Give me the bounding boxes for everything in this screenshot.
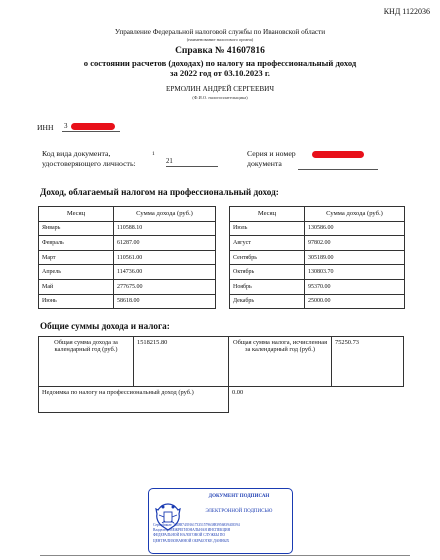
taxpayer-name-caption: (Ф.И.О. налогоплательщика) <box>192 95 248 100</box>
month-cell: Октябрь <box>230 265 305 280</box>
monthly-income-table-right <box>229 206 405 309</box>
total-income-value: 1518215.80 <box>134 337 229 387</box>
amount-cell: 61287.00 <box>114 236 216 251</box>
subtitle-line-2: за 2022 год от 03.10.2023 г. <box>170 68 270 78</box>
month-cell: Ноябрь <box>230 279 305 294</box>
document-type-code: 21 <box>166 158 218 167</box>
amount-cell: 95370.00 <box>305 279 405 294</box>
amount-cell: 277675.00 <box>114 279 216 294</box>
table-row <box>39 250 216 265</box>
table-row <box>39 265 216 280</box>
document-type-label: Код вида документа, удостоверяющего личность: <box>42 149 136 168</box>
stamp-details <box>153 523 291 544</box>
stamp-line-signed: ДОКУМЕНТ ПОДПИСАН <box>208 494 270 499</box>
inn-label: ИНН <box>37 123 54 132</box>
arrears-value: 0.00 <box>232 389 244 396</box>
table-row <box>39 236 216 251</box>
amount-cell: 114736.00 <box>114 265 216 280</box>
month-cell: Июнь <box>39 294 114 309</box>
page-bottom-rule <box>40 555 410 556</box>
stamp-owner-line-1: Владелец: МЕЖРЕГИОНАЛЬНАЯ ИНСПЕКЦИЯ <box>153 528 231 533</box>
month-cell: Январь <box>39 221 114 236</box>
inn-redaction <box>71 123 115 130</box>
month-cell: Май <box>39 279 114 294</box>
totals-section-title: Общие суммы дохода и налога: <box>40 321 170 331</box>
month-cell: Февраль <box>39 236 114 251</box>
table-row <box>39 279 216 294</box>
amount-cell: 130586.00 <box>305 221 405 236</box>
taxpayer-name: ЕРМОЛИН АНДРЕЙ СЕРГЕЕВИЧ <box>165 85 275 93</box>
table-row <box>39 294 216 309</box>
document-footnote-mark: 1 <box>152 151 155 157</box>
tax-authority-name: Управление Федеральной налоговой службы по Ивановской области <box>114 28 326 36</box>
column-header-month: Месяц <box>39 207 114 222</box>
month-cell: Июль <box>230 221 305 236</box>
stamp-owner-line-2: ФЕДЕРАЛЬНОЙ НАЛОГОВОЙ СЛУЖБЫ ПО <box>153 533 226 538</box>
income-section-title: Доход, облагаемый налогом на профессиональный доход: <box>40 187 279 197</box>
month-cell: Март <box>39 250 114 265</box>
document-series-redaction <box>312 151 364 158</box>
table-row <box>39 221 216 236</box>
column-header-month: Месяц <box>230 207 305 222</box>
month-cell: Август <box>230 236 305 251</box>
subtitle-line-1: о состоянии расчетов (доходах) по налогу на профессиональный доход <box>83 58 357 68</box>
certificate-subtitle <box>40 58 400 78</box>
amount-cell: 58618.00 <box>114 294 216 309</box>
month-cell: Декабрь <box>230 294 305 309</box>
column-header-amount: Сумма дохода (руб.) <box>114 207 216 222</box>
column-header-amount: Сумма дохода (руб.) <box>305 207 405 222</box>
table-row <box>230 294 405 309</box>
table-row <box>230 250 405 265</box>
amount-cell: 110561.00 <box>114 250 216 265</box>
amount-cell: 305189.00 <box>305 250 405 265</box>
amount-cell: 97802.00 <box>305 236 405 251</box>
month-cell: Апрель <box>39 265 114 280</box>
table-row <box>230 265 405 280</box>
inn-field <box>62 122 120 132</box>
form-code: КНД 1122036 <box>383 7 430 16</box>
document-series-label: Серия и номер документа <box>247 149 296 168</box>
inn-value: 3 <box>64 122 68 130</box>
electronic-signature-stamp <box>148 488 293 554</box>
stamp-line-signature: ЭЛЕКТРОННОЙ ПОДПИСЬЮ <box>205 509 273 514</box>
table-row <box>230 221 405 236</box>
certificate-title: Справка № 41607816 <box>175 46 265 56</box>
totals-table <box>38 336 404 413</box>
arrears-label: Недоимка по налогу на профессиональный доход (руб.) <box>39 387 229 413</box>
table-row <box>230 236 405 251</box>
amount-cell: 110588.10 <box>114 221 216 236</box>
tax-authority-caption: (наименование налогового органа) <box>186 37 254 42</box>
month-cell: Сентябрь <box>230 250 305 265</box>
total-tax-label: Общая сумма налога, исчисленная за календарный год (руб.) <box>229 337 332 387</box>
total-tax-value: 75250.73 <box>332 337 404 387</box>
table-row <box>230 279 405 294</box>
stamp-owner-line-3: ЦЕНТРАЛИЗОВАННОЙ ОБРАБОТКЕ ДАННЫХ <box>153 538 230 543</box>
total-income-label: Общая сумма дохода за календарный год (руб.) <box>39 337 134 387</box>
amount-cell: 25000.00 <box>305 294 405 309</box>
amount-cell: 130803.70 <box>305 265 405 280</box>
stamp-certificate: Сертификат: 3648874391617335157963883956839403594 <box>153 523 240 527</box>
document-series-underline <box>298 169 378 170</box>
monthly-income-table-left <box>38 206 216 309</box>
